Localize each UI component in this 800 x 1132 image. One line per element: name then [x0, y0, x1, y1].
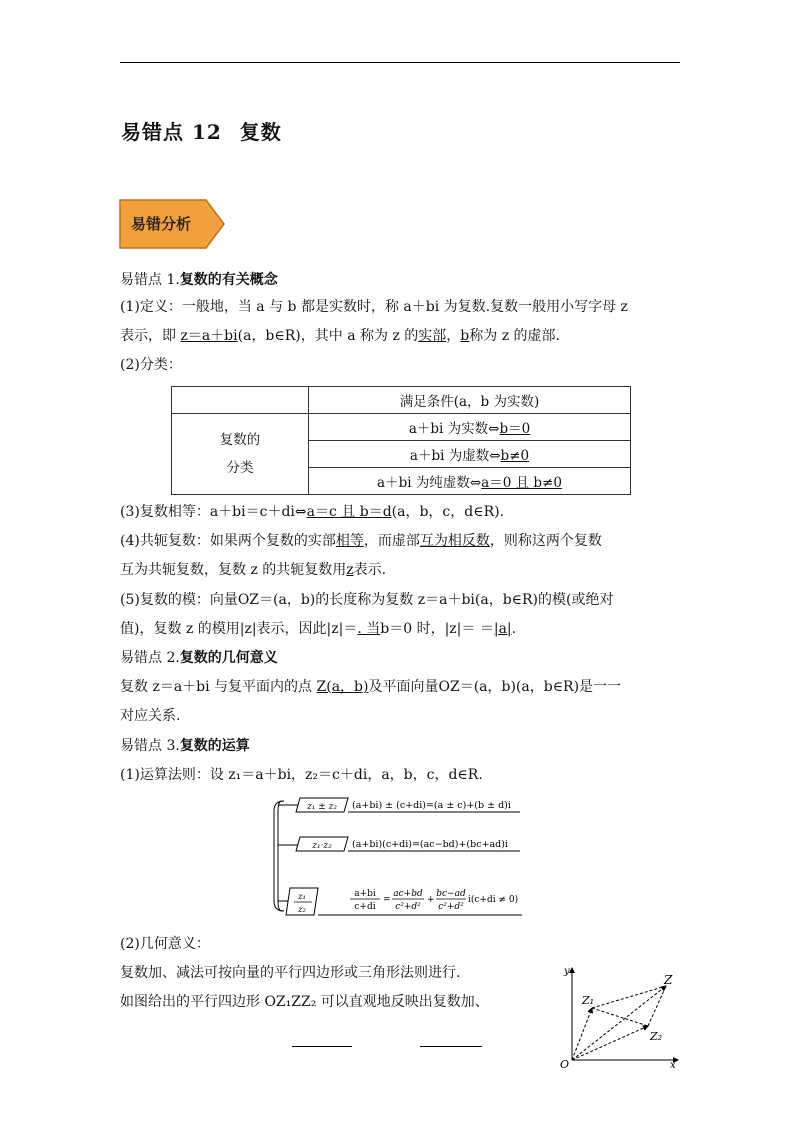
- mod-underline-when: . 当: [357, 621, 381, 637]
- cell-underline: b＝0: [499, 421, 531, 437]
- section3-heading: [120, 736, 250, 756]
- section1-heading-prefix: 易错点 1.: [120, 272, 180, 288]
- conj-underline-equal: 相等: [335, 533, 364, 549]
- table-row-label: [172, 414, 309, 495]
- modulus-line1: (5)复数的模：向量OZ＝(a，b)的长度称为复数 z＝a＋bi(a，b∈R)的模(或绝对: [120, 592, 614, 608]
- geometric-line1: [120, 677, 621, 697]
- cell-text: a＋bi 为虚数⇔: [409, 448, 501, 464]
- eq-text-b: (a，b，c，d∈R).: [391, 504, 505, 520]
- section3-heading-text: 复数的运算: [179, 738, 250, 754]
- f3-term1-numerator: ac+bd: [393, 889, 423, 899]
- table-cell-pure: [309, 468, 631, 495]
- section2-heading-prefix: 易错点 2.: [120, 650, 180, 666]
- badge-label: 易错分析: [131, 215, 192, 233]
- geo-text-b: 及平面向量OZ＝(a，b)(a，b∈R)是一一: [368, 679, 622, 695]
- f2-expression: (a+bi)(c+di)=(ac−bd)+(bc+ad)i: [352, 839, 508, 850]
- geometric-meaning-line1: 复数加、减法可按向量的平行四边形或三角形法则进行.: [120, 965, 461, 981]
- blank-line-2: [420, 1046, 482, 1047]
- section1-heading: [120, 270, 278, 290]
- geo-underline-point: Z(a，b): [316, 679, 369, 695]
- f3-term1-denominator: c²+d²: [395, 902, 421, 912]
- cell-underline: a＝0 且 b≠0: [481, 475, 562, 491]
- geometric-meaning-line2: 如图给出的平行四边形 OZ₁ZZ₂ 可以直观地反映出复数加、: [120, 994, 489, 1010]
- table-row: [172, 414, 631, 441]
- geo-text-a: 复数 z＝a＋bi 与复平面内的点: [120, 679, 317, 695]
- geometric-meaning-label: (2)几何意义：: [120, 936, 210, 952]
- section2-heading: [120, 648, 278, 668]
- conj-text-c: ，则称这两个复数: [489, 533, 602, 549]
- row-label-line1: 复数的: [219, 432, 261, 448]
- point-z2-label: Z₂: [650, 1030, 663, 1043]
- conj-text-b: ，而虚部: [363, 533, 420, 549]
- plus-sign: +: [427, 895, 435, 905]
- classification-table: [171, 386, 631, 495]
- definition-line1: (1)定义：一般地，当 a 与 b 都是实数时，称 a＋bi 为复数.复数一般用小写字母 z: [120, 299, 628, 315]
- point-z1-label: Z₁: [582, 994, 595, 1007]
- conjugate-line1: [120, 531, 602, 551]
- row-label-line2: 分类: [226, 460, 254, 476]
- cell-text: a＋bi 为实数⇔: [408, 421, 500, 437]
- definition-line2: [120, 326, 560, 346]
- mod-text-b: b＝0 时，|z|＝ ＝: [380, 621, 494, 637]
- geometric-line2: 对应关系.: [120, 708, 181, 724]
- origin-label: O: [560, 1058, 570, 1070]
- conj-underline-opposite: 互为相反数: [419, 533, 490, 549]
- equals-sign: =: [383, 895, 391, 905]
- f3-tail: i(c+di ≠ 0): [468, 895, 519, 905]
- table-cell-imag: [309, 441, 631, 468]
- eq-text-a: (3)复数相等：a＋bi＝c＋di⇔: [120, 504, 307, 520]
- def-underline-form: z＝a＋bi: [180, 328, 238, 344]
- point-z-label: Z: [664, 973, 673, 987]
- modulus-line2: [120, 619, 516, 639]
- top-rule: [120, 62, 680, 63]
- table-cell-real: [309, 414, 631, 441]
- table-header-cell: 满足条件(a，b 为实数): [309, 387, 631, 414]
- parallelogram-figure: [540, 960, 690, 1070]
- section1-heading-text: 复数的有关概念: [179, 272, 278, 288]
- conj2-text-b: 表示.: [353, 562, 387, 578]
- cell-text: a＋bi 为纯虚数⇔: [377, 475, 482, 491]
- y-axis-label: y: [564, 966, 570, 977]
- cell-underline: b≠0: [500, 448, 530, 464]
- x-axis-label: x: [670, 1060, 676, 1070]
- def-text-d: 称为 z 的虚部.: [469, 328, 560, 344]
- blank-line-1: [292, 1046, 352, 1047]
- conj2-text-a: 互为共轭复数，复数 z 的共轭复数用: [120, 562, 347, 578]
- f3-term2-denominator: c²+d²: [438, 902, 464, 912]
- f2-label: z₁·z₂: [312, 841, 332, 851]
- page-title: [121, 116, 282, 145]
- operation-rule-line: (1)运算法则：设 z₁＝a＋bi，z₂＝c＋di，a，b，c，d∈R.: [120, 767, 483, 783]
- f3-label-denominator: z₂: [298, 905, 306, 915]
- mod-text-a: 值)，复数 z 的模用|z|表示，因此|z|＝: [120, 621, 358, 637]
- def-underline-b: b: [460, 328, 470, 344]
- conj-text-a: (4)共轭复数：如果两个复数的实部: [120, 533, 336, 549]
- conj2-underline-z: z: [346, 562, 354, 578]
- f3-term2-numerator: bc−ad: [436, 889, 466, 899]
- table-corner-cell: [172, 387, 309, 414]
- conjugate-line2: [120, 560, 386, 580]
- f3-lhs-numerator: a+bi: [354, 889, 376, 899]
- mod-underline-abs: |a|: [493, 621, 512, 637]
- def-text-b: (a，b∈R)，其中 a 称为 z 的: [237, 328, 419, 344]
- eq-underline: a＝c 且 b＝d: [306, 504, 392, 520]
- classification-label: (2)分类：: [120, 357, 182, 373]
- title-number: 易错点 12: [121, 120, 222, 144]
- section3-heading-prefix: 易错点 3.: [120, 738, 180, 754]
- operation-formula-diagram: [270, 795, 540, 925]
- def-text-a: 表示，即: [120, 328, 181, 344]
- section2-heading-text: 复数的几何意义: [179, 650, 278, 666]
- mod-text-c: .: [511, 621, 517, 637]
- title-topic: 复数: [239, 120, 282, 144]
- f1-expression: (a+bi) ± (c+di)=(a ± c)+(b ± d)i: [352, 800, 511, 811]
- equality-line: [120, 502, 504, 522]
- def-underline-real: 实部: [418, 328, 447, 344]
- f3-lhs-denominator: c+di: [354, 902, 376, 912]
- def-text-c: ，: [446, 328, 461, 344]
- f1-label: z₁ ± z₂: [307, 802, 337, 812]
- table-row: [172, 387, 631, 414]
- f3-label-numerator: z₁: [298, 892, 306, 902]
